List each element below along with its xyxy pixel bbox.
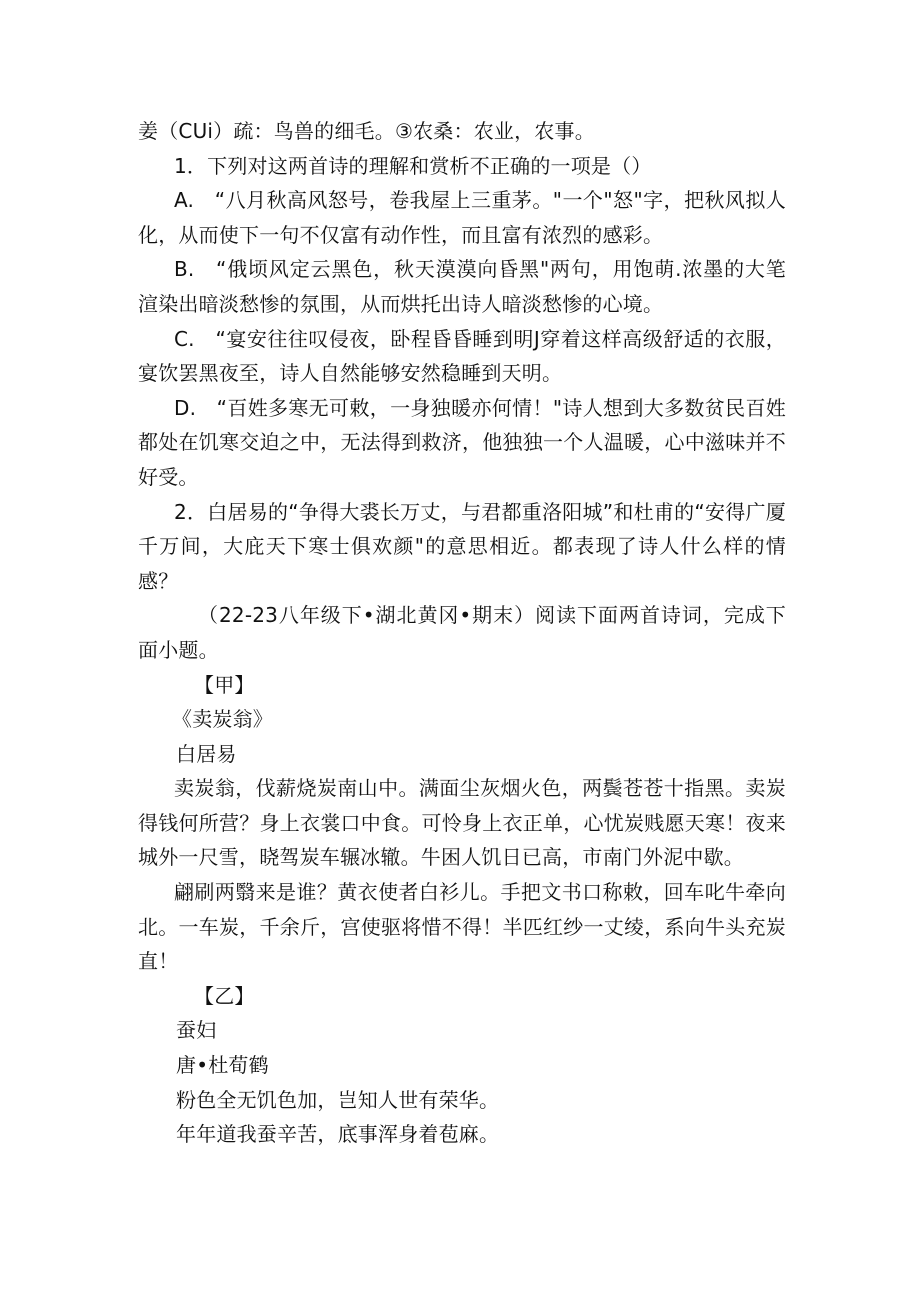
option-d: D. “百姓多寒无可敕，一身独暖亦何情！"诗人想到大多数贫民百姓都处在饥寒交迫之中，无法得到救济，他独独一个人温暖，心中滋味并不好受。 bbox=[138, 395, 786, 489]
question-1: 1．下列对这两首诗的理解和赏析不正确的一项是（） bbox=[174, 153, 652, 178]
option-c: C. “宴安往往叹侵夜，卧程昏昏睡到明J穿着这样高级舒适的衣服，宴饮罢黑夜至，诗人自然能够安然稳睡到天明。 bbox=[138, 326, 786, 386]
poem-jia-author: 白居易 bbox=[176, 741, 237, 766]
footnote-line: 姜（CUi）疏：鸟兽的细毛。③农桑：农业，农事。 bbox=[138, 119, 595, 143]
poem-yi-line-2: 年年道我蚕辛苦，底事浑身着苞麻。 bbox=[176, 1122, 500, 1147]
question-2: 2．白居易的“争得大裘长万丈，与君都重洛阳城”和杜甫的“安得广厦千万间，大庇天下寒士俱欢颜"的意思相近。都表现了诗人什么样的情感？ bbox=[138, 499, 786, 593]
section-yi-heading: 【乙】 bbox=[194, 983, 255, 1008]
poem-yi-line-1: 粉色全无饥色加，岂知人世有荣华。 bbox=[176, 1087, 500, 1112]
poem-jia-paragraph-2: 翩刷两翳来是谁？黄衣使者白衫儿。手把文书口称敕，回车叱牛牵向北。一车炭，千余斤，宫使驱将惜不得！半匹红纱一丈绫，系向牛头充炭直！ bbox=[138, 880, 786, 974]
section-jia-heading: 【甲】 bbox=[194, 672, 255, 697]
option-b: B. “俄顷风定云黑色，秋天漠漠向昏黑"两句，用饱萌.浓墨的大笔渲染出暗淡愁惨的氛围，从而烘托出诗人暗淡愁惨的心境。 bbox=[138, 257, 786, 316]
poem-jia-title: 《卖炭翁》 bbox=[172, 707, 273, 732]
poem-yi-title: 蚕妇 bbox=[176, 1018, 217, 1043]
poem-yi-author: 唐•杜荀鹤 bbox=[176, 1053, 269, 1078]
reading-intro: （22-23八年级下•湖北黄冈•期末）阅读下面两首诗词，完成下面小题。 bbox=[138, 603, 786, 662]
poem-jia-paragraph-1: 卖炭翁，伐薪烧炭南山中。满面尘灰烟火色，两鬓苍苍十指黑。卖炭得钱何所营？身上衣裳口中食。可怜身上衣正单，心忧炭贱愿天寒！夜来城外一尺雪，晓驾炭车辗冰辙。牛困人饥日已高，市南门外泥中歇。 bbox=[138, 776, 786, 870]
option-a: A. “八月秋高风怒号，卷我屋上三重茅。"一个"怒"字，把秋风拟人化，从而使下一句不仅富有动作性，而且富有浓烈的感彩。 bbox=[138, 188, 786, 247]
document-body bbox=[138, 114, 786, 1152]
